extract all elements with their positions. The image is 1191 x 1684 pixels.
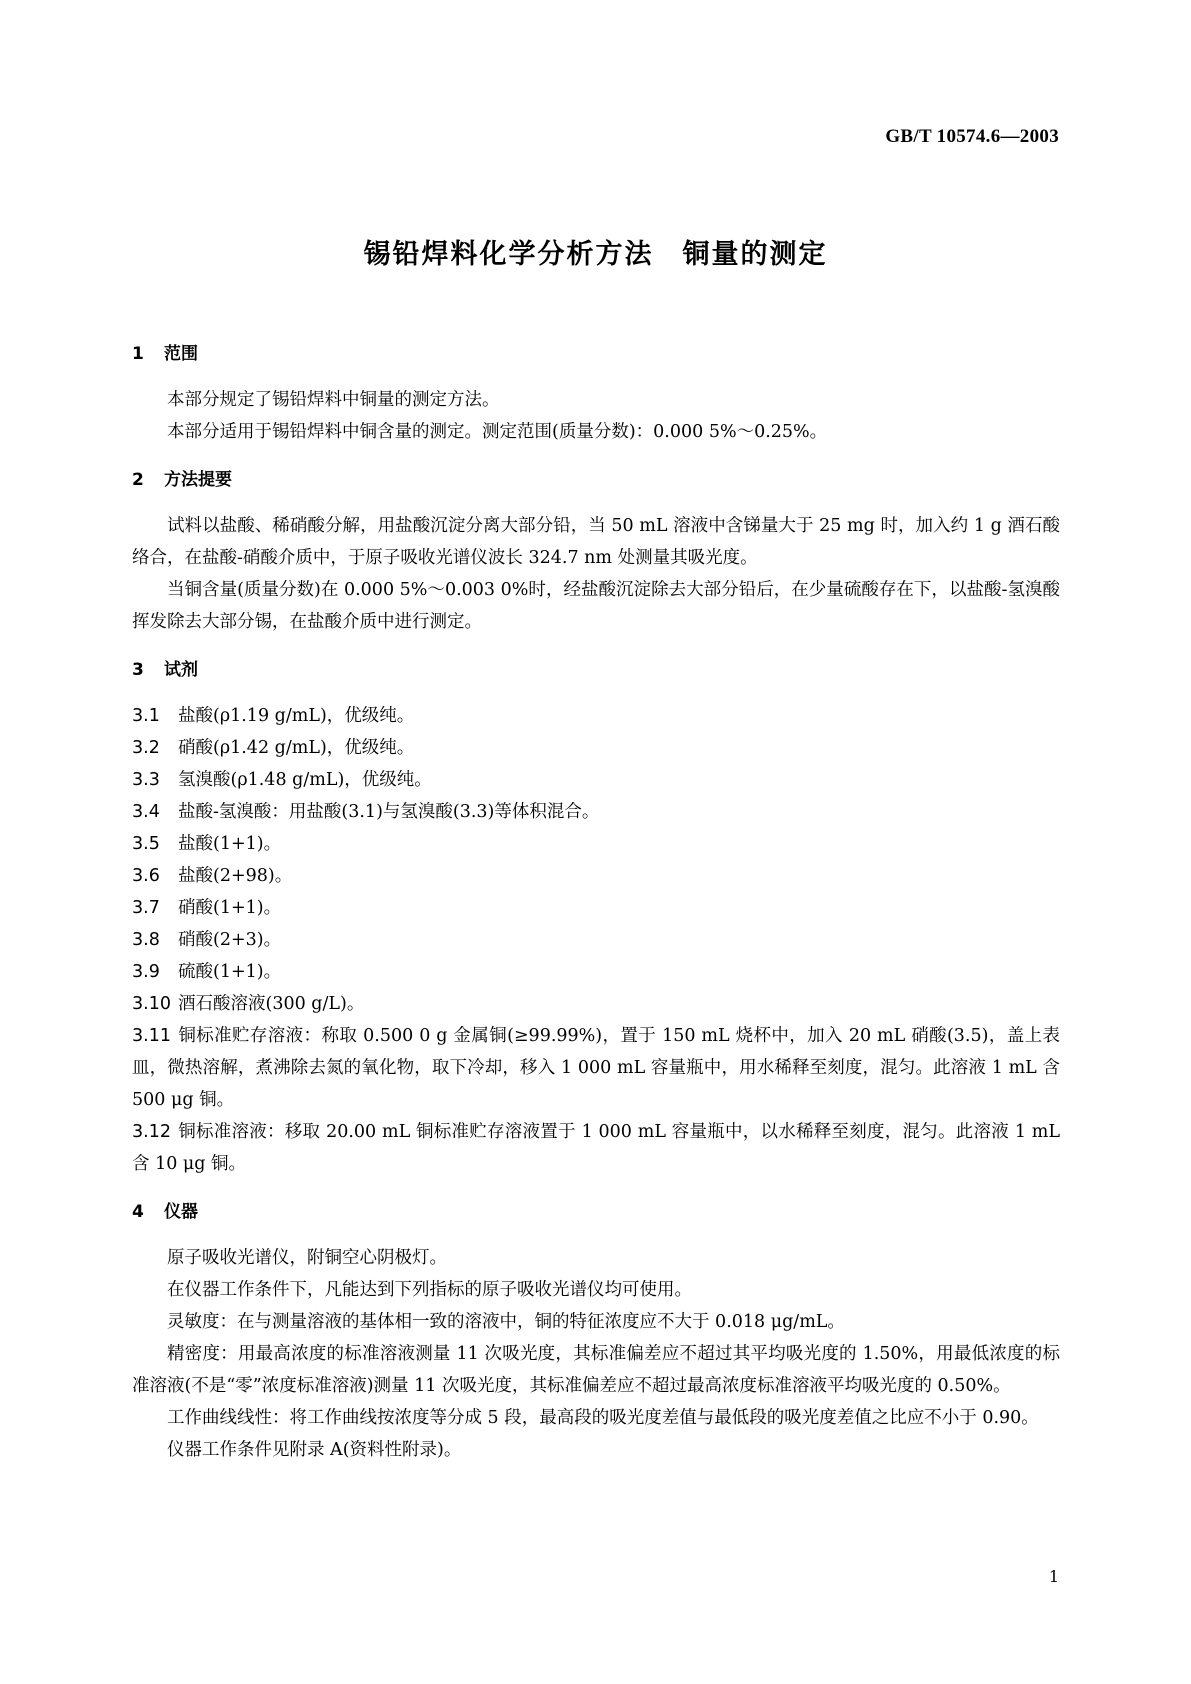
item-number: 3.8	[132, 930, 160, 950]
item-text: 硝酸(1+1)。	[178, 898, 282, 918]
reagent-item	[132, 860, 1060, 892]
page-number: 1	[1048, 1567, 1059, 1586]
reagent-item	[132, 796, 1060, 828]
item-text: 硫酸(1+1)。	[178, 962, 282, 982]
item-text: 盐酸(1+1)。	[178, 834, 282, 854]
item-number: 3.1	[132, 706, 160, 726]
reagent-item	[132, 1116, 1060, 1180]
section-heading-apparatus	[132, 1196, 1060, 1228]
document-title: 锡铅焊料化学分析方法 铜量的测定	[363, 239, 828, 270]
item-text: 盐酸(ρ1.19 g/mL)，优级纯。	[178, 706, 415, 726]
item-number: 3.9	[132, 962, 160, 982]
item-text: 硝酸(ρ1.42 g/mL)，优级纯。	[178, 738, 415, 758]
reagent-item	[132, 924, 1060, 956]
paragraph: 灵敏度：在与测量溶液的基体相一致的溶液中，铜的特征浓度应不大于 0.018 μg/mL。	[167, 1312, 845, 1332]
reagent-item	[132, 732, 1060, 764]
item-number: 3.12	[132, 1122, 171, 1142]
item-number: 3.7	[132, 898, 160, 918]
reagent-item	[132, 764, 1060, 796]
item-text: 盐酸-氢溴酸：用盐酸(3.1)与氢溴酸(3.3)等体积混合。	[178, 802, 600, 822]
item-number: 3.3	[132, 770, 160, 790]
section-title: 试剂	[164, 660, 198, 680]
reagent-item	[132, 1020, 1060, 1116]
paragraph: 原子吸收光谱仪，附铜空心阴极灯。	[167, 1248, 447, 1268]
item-text: 酒石酸溶液(300 g/L)。	[178, 994, 365, 1014]
section-title: 仪器	[164, 1202, 198, 1222]
item-text: 盐酸(2+98)。	[178, 866, 293, 886]
section-heading-reagents	[132, 654, 1060, 686]
reagent-item	[132, 988, 1060, 1020]
section-title: 方法提要	[164, 470, 232, 490]
document-body	[132, 338, 1060, 1466]
paragraph: 仪器工作条件见附录 A(资料性附录)。	[167, 1440, 462, 1460]
paragraph: 试料以盐酸、稀硝酸分解，用盐酸沉淀分离大部分铅，当 50 mL 溶液中含锑量大于 25 mg 时，加入约 1 g 酒石酸络合，在盐酸-硝酸介质中，于原子吸收光谱仪波长 324.7 nm 处测量其吸光度。	[132, 516, 1060, 568]
item-number: 3.6	[132, 866, 160, 886]
paragraph: 工作曲线线性：将工作曲线按浓度等分成 5 段，最高段的吸光度差值与最低段的吸光度差值之比应不小于 0.90。	[167, 1408, 1039, 1428]
item-text: 铜标准贮存溶液：称取 0.500 0 g 金属铜(≥99.99%)，置于 150 mL 烧杯中，加入 20 mL 硝酸(3.5)，盖上表皿，微热溶解，煮沸除去氮的氧化物，取下冷却，移入 1 000 mL 容量瓶中，用水稀释至刻度，混匀。此溶液 1 mL 含 500 μg 铜。	[132, 1026, 1060, 1110]
item-number: 3.2	[132, 738, 160, 758]
reagent-item	[132, 828, 1060, 860]
reagent-item	[132, 892, 1060, 924]
item-number: 3.11	[132, 1026, 171, 1046]
reagent-item	[132, 700, 1060, 732]
paragraph: 在仪器工作条件下，凡能达到下列指标的原子吸收光谱仪均可使用。	[167, 1280, 692, 1300]
section-title: 范围	[164, 344, 198, 364]
item-number: 3.5	[132, 834, 160, 854]
section-number: 2	[132, 470, 144, 490]
section-number: 3	[132, 660, 144, 680]
standard-code: GB/T 10574.6—2003	[885, 126, 1059, 147]
section-heading-scope	[132, 338, 1060, 370]
section-heading-method	[132, 464, 1060, 496]
item-number: 3.4	[132, 802, 160, 822]
paragraph: 当铜含量(质量分数)在 0.000 5%～0.003 0%时，经盐酸沉淀除去大部分铅后，在少量硫酸存在下，以盐酸-氢溴酸挥发除去大部分锡，在盐酸介质中进行测定。	[132, 580, 1060, 632]
paragraph: 精密度：用最高浓度的标准溶液测量 11 次吸光度，其标准偏差应不超过其平均吸光度的 1.50%，用最低浓度的标准溶液(不是“零”浓度标准溶液)测量 11 次吸光度，其标准偏差应不超过最高浓度标准溶液平均吸光度的 0.50%。	[132, 1344, 1060, 1396]
item-text: 铜标准溶液：移取 20.00 mL 铜标准贮存溶液置于 1 000 mL 容量瓶中，以水稀释至刻度，混匀。此溶液 1 mL 含 10 μg 铜。	[132, 1122, 1060, 1174]
paragraph: 本部分规定了锡铅焊料中铜量的测定方法。	[167, 390, 500, 410]
section-number: 1	[132, 344, 144, 364]
section-number: 4	[132, 1202, 144, 1222]
item-text: 氢溴酸(ρ1.48 g/mL)，优级纯。	[178, 770, 432, 790]
paragraph: 本部分适用于锡铅焊料中铜含量的测定。测定范围(质量分数)：0.000 5%～0.25%。	[167, 422, 828, 442]
item-number: 3.10	[132, 994, 171, 1014]
reagent-item	[132, 956, 1060, 988]
item-text: 硝酸(2+3)。	[178, 930, 282, 950]
